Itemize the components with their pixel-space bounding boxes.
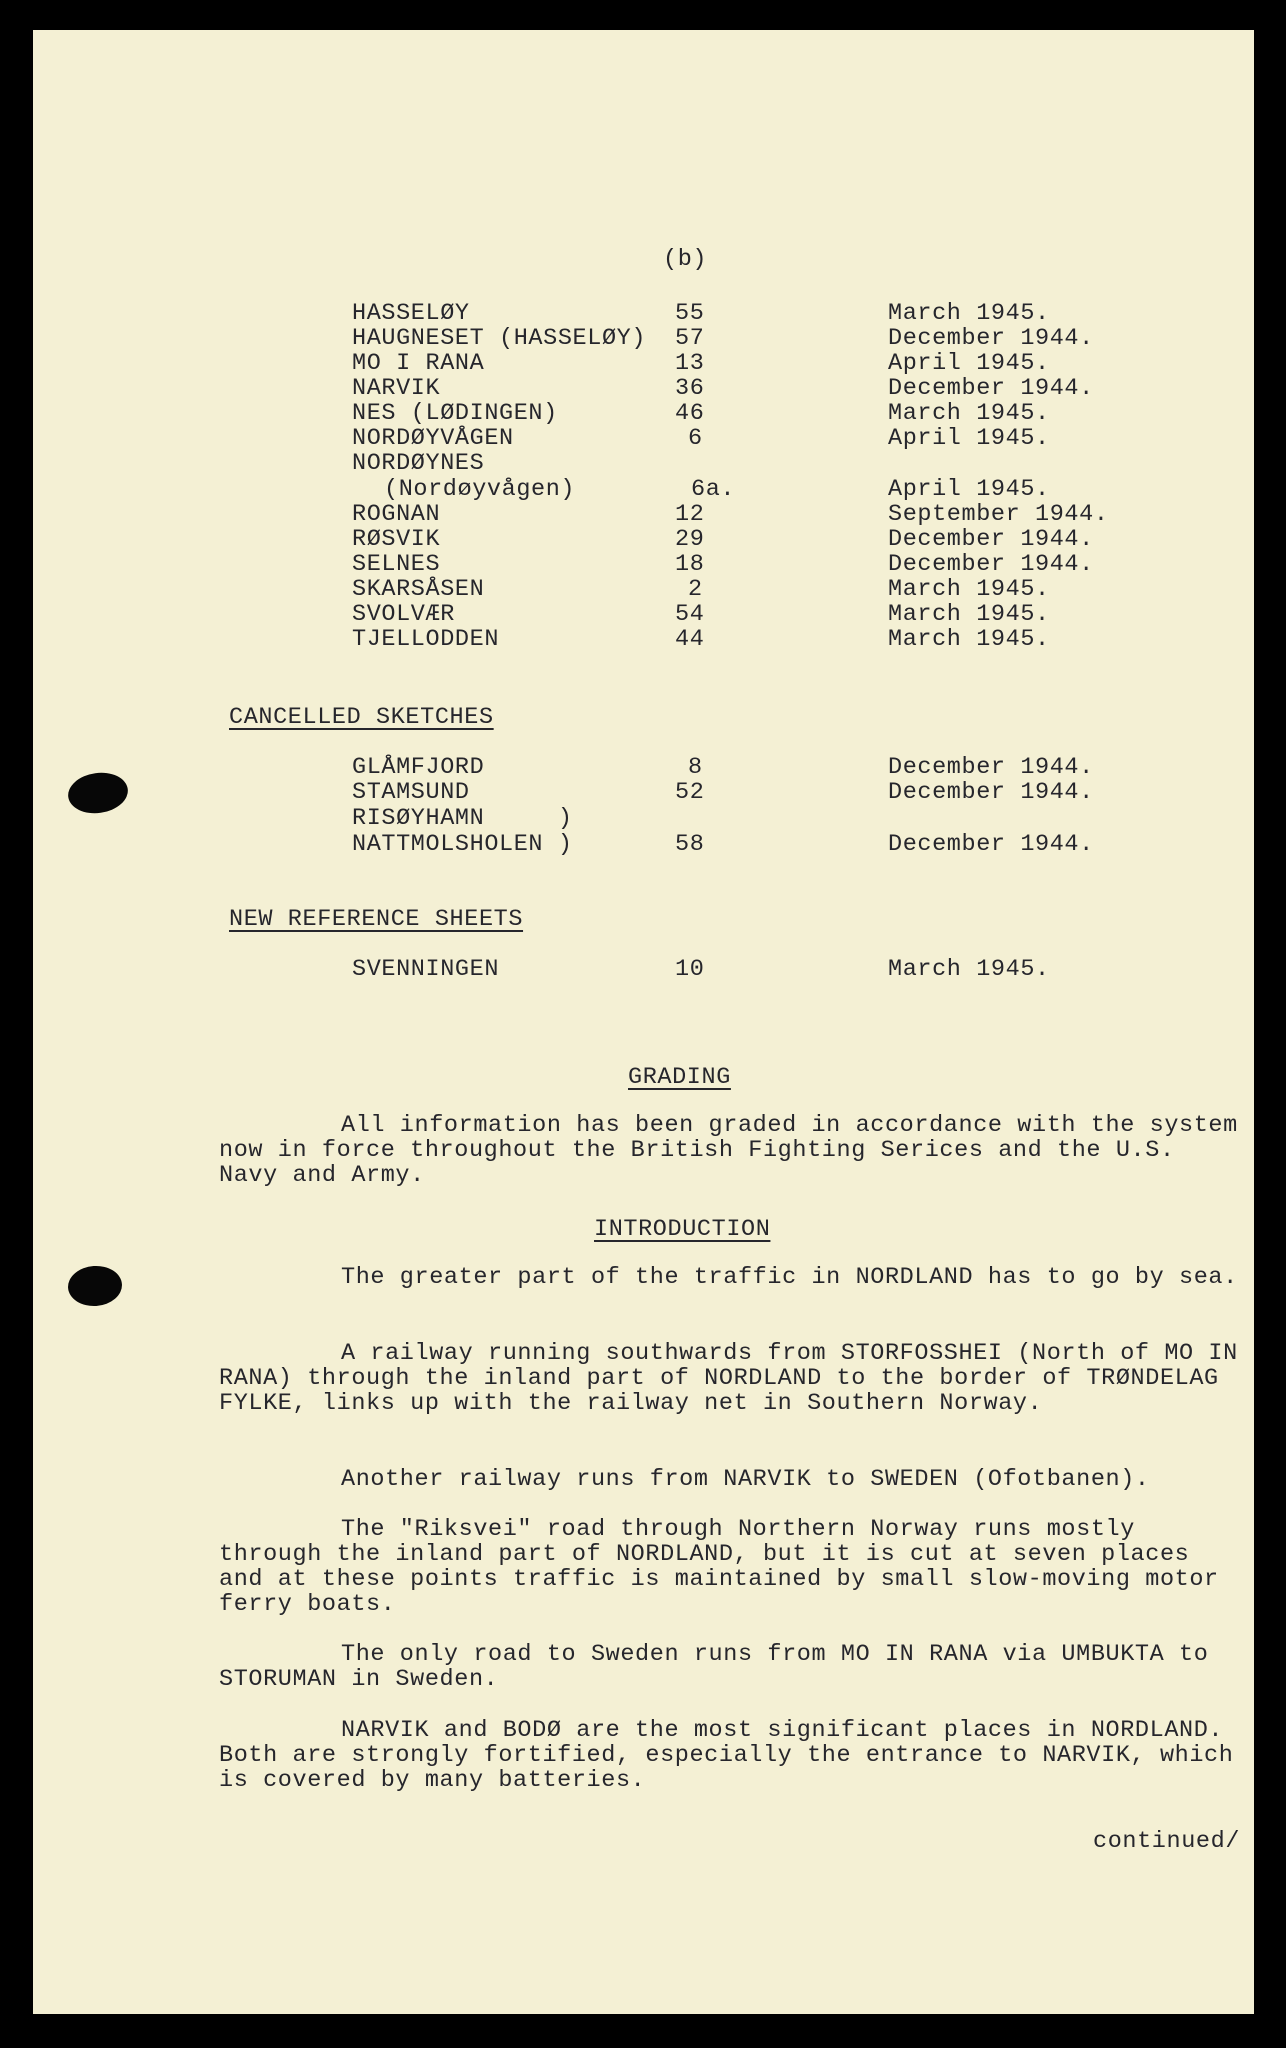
table-row-date: September 1944. bbox=[888, 501, 1109, 528]
intro-paragraph: The "Riksvei" road through Northern Norway runs mostly through the inland part of NORDLAND, but it is cut at seven places and at these points traffic is maintained by small slow-moving motor ferry boats. bbox=[219, 1516, 1219, 1618]
table-row-date: March 1945. bbox=[888, 400, 1050, 427]
new-reference-sheets-heading: NEW REFERENCE SHEETS bbox=[229, 906, 524, 933]
table-row-date: March 1945. bbox=[888, 300, 1050, 327]
table-row-number: 6 bbox=[688, 425, 703, 452]
table-row-place: RISØYHAMN ) bbox=[352, 805, 573, 832]
table-row-number: 10 bbox=[675, 956, 705, 983]
table-row-place: NATTMOLSHOLEN ) bbox=[352, 831, 573, 858]
table-row-place: NES (LØDINGEN) bbox=[352, 400, 558, 427]
intro-paragraph: Another railway runs from NARVIK to SWEDEN (Ofotbanen). bbox=[341, 1466, 1150, 1493]
table-row-date: March 1945. bbox=[888, 601, 1050, 628]
table-row-date: December 1944. bbox=[888, 831, 1094, 858]
table-row-place: SVOLVÆR bbox=[352, 601, 455, 628]
table-row-place: NARVIK bbox=[352, 375, 441, 402]
table-row-place: SVENNINGEN bbox=[352, 956, 500, 983]
table-row-place: NORDØYVÅGEN bbox=[352, 425, 514, 452]
table-row-number: 44 bbox=[675, 626, 705, 653]
table-row-date: March 1945. bbox=[888, 626, 1050, 653]
table-row-date: March 1945. bbox=[888, 576, 1050, 603]
intro-paragraph: NARVIK and BODØ are the most significant places in NORDLAND. Both are strongly fortified, especially the entrance to NARVIK, which is covered by many batteries. bbox=[219, 1717, 1234, 1794]
table-row-date: April 1945. bbox=[888, 350, 1050, 377]
table-row-place: SKARSÅSEN bbox=[352, 576, 485, 603]
table-row-number: 6a. bbox=[691, 476, 736, 503]
table-row-place: MO I RANA bbox=[352, 350, 485, 377]
table-row-place: ROGNAN bbox=[352, 501, 441, 528]
table-row-date: December 1944. bbox=[888, 526, 1094, 553]
intro-paragraph: The greater part of the traffic in NORDLAND has to go by sea. bbox=[341, 1264, 1238, 1291]
table-row-place: GLÅMFJORD bbox=[352, 754, 485, 781]
document-page bbox=[33, 30, 1254, 2014]
table-row-number: 36 bbox=[675, 375, 705, 402]
table-row-number: 57 bbox=[675, 325, 705, 352]
grading-heading: GRADING bbox=[628, 1064, 731, 1091]
introduction-heading: INTRODUCTION bbox=[594, 1216, 771, 1243]
table-row-date: December 1944. bbox=[888, 779, 1094, 806]
table-row-place: STAMSUND bbox=[352, 779, 470, 806]
table-row-date: December 1944. bbox=[888, 325, 1094, 352]
table-row-date: December 1944. bbox=[888, 551, 1094, 578]
table-row-place: RØSVIK bbox=[352, 526, 441, 553]
cancelled-sketches-heading: CANCELLED SKETCHES bbox=[229, 704, 494, 731]
table-row-date: March 1945. bbox=[888, 956, 1050, 983]
table-row-date: December 1944. bbox=[888, 754, 1094, 781]
table-row-place: HAUGNESET (HASSELØY) bbox=[352, 325, 647, 352]
intro-paragraph: A railway running southwards from STORFOSSHEI (North of MO IN RANA) through the inland part of NORDLAND to the border of TRØNDELAG FYLKE, links up with the railway net in Southern Norway. bbox=[219, 1340, 1238, 1417]
table-row-number: 46 bbox=[675, 400, 705, 427]
table-row-number: 54 bbox=[675, 601, 705, 628]
table-row-date: April 1945. bbox=[888, 476, 1050, 503]
table-row-number: 12 bbox=[675, 501, 705, 528]
table-row-number: 2 bbox=[688, 576, 703, 603]
table-row-number: 58 bbox=[675, 831, 705, 858]
table-row-number: 13 bbox=[675, 350, 705, 377]
page-marker: (b) bbox=[663, 246, 708, 273]
table-row-date: April 1945. bbox=[888, 425, 1050, 452]
punch-hole bbox=[67, 1264, 124, 1308]
table-row-date: December 1944. bbox=[888, 375, 1094, 402]
table-row-place: (Nordøyvågen) bbox=[384, 476, 576, 503]
table-row-place: HASSELØY bbox=[352, 300, 470, 327]
intro-paragraph: The only road to Sweden runs from MO IN RANA via UMBUKTA to STORUMAN in Sweden. bbox=[219, 1641, 1209, 1693]
table-row-number: 55 bbox=[675, 300, 705, 327]
table-row-number: 29 bbox=[675, 526, 705, 553]
table-row-place: TJELLODDEN bbox=[352, 626, 500, 653]
punch-hole bbox=[66, 769, 131, 817]
table-row-place: SELNES bbox=[352, 551, 441, 578]
table-row-number: 18 bbox=[675, 551, 705, 578]
continued-note: continued/ bbox=[1093, 1828, 1241, 1855]
table-row-number: 52 bbox=[675, 779, 705, 806]
table-row-number: 8 bbox=[688, 754, 703, 781]
table-row-place: NORDØYNES bbox=[352, 450, 485, 477]
grading-paragraph: All information has been graded in accordance with the system now in force throughout the British Fighting Serices and the U.S. Navy and Army. bbox=[219, 1112, 1238, 1189]
